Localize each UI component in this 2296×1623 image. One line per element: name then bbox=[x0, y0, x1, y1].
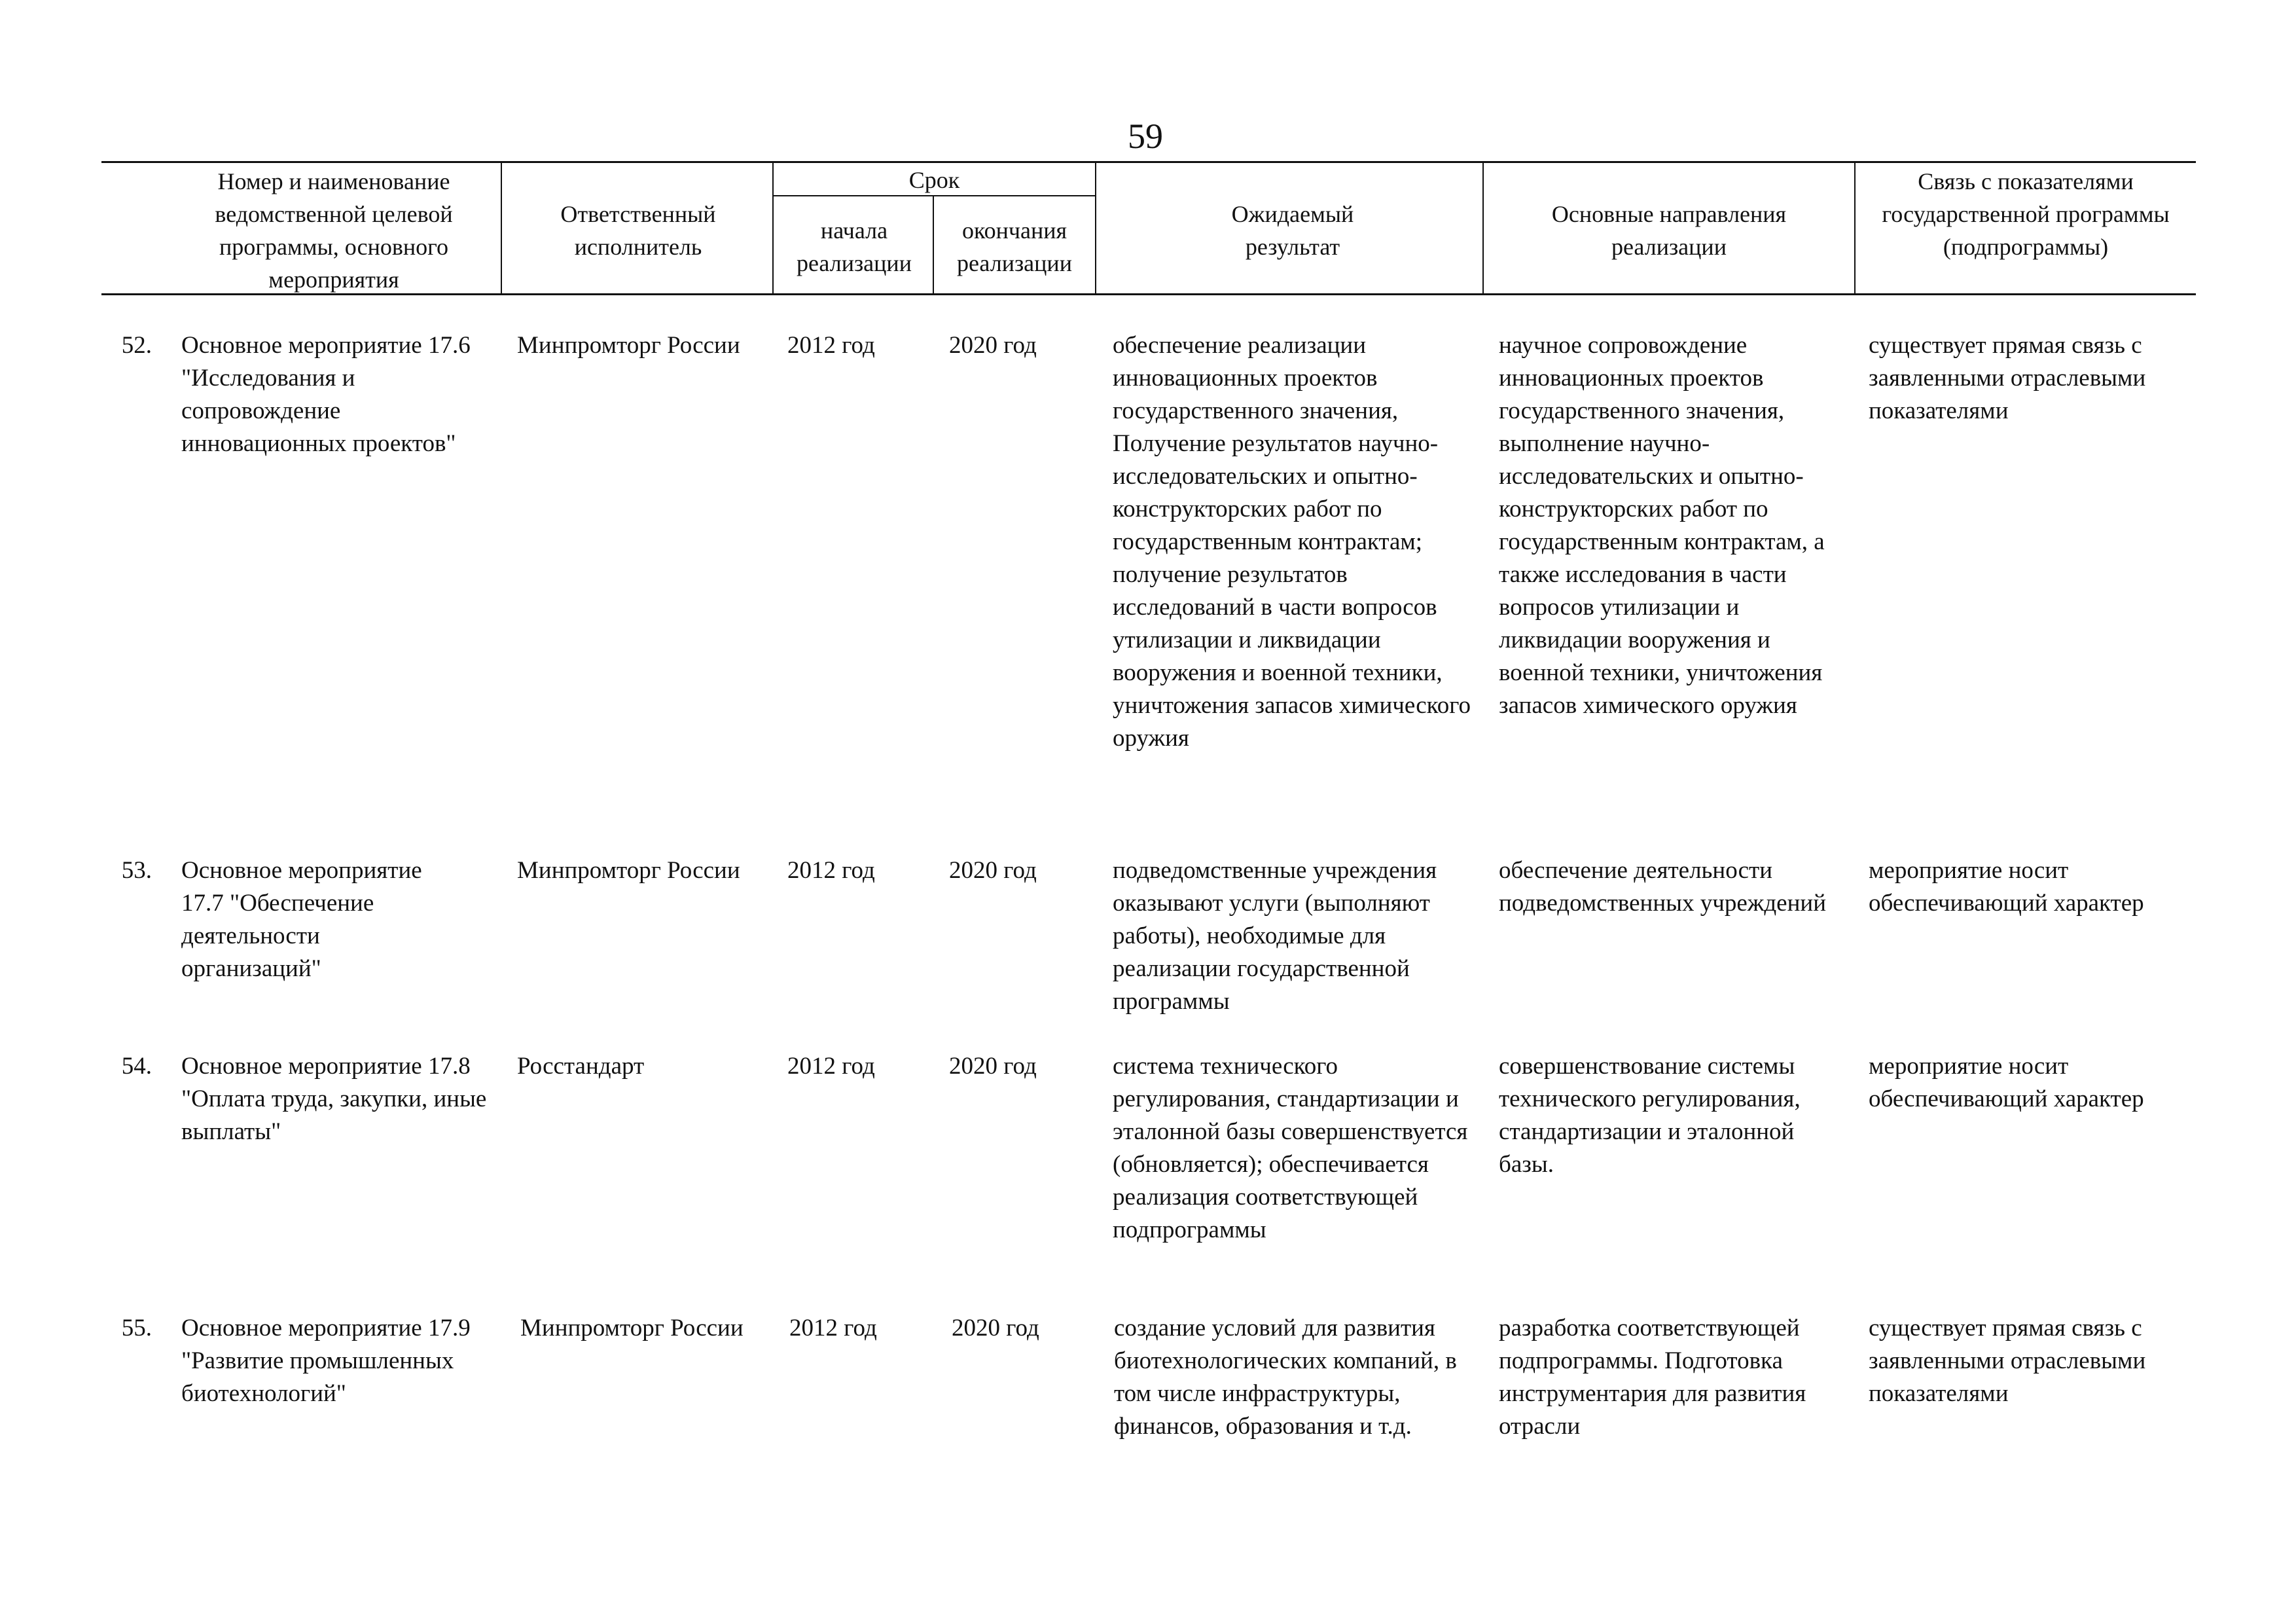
row-link: мероприятие носит обеспечивающий характер bbox=[1869, 857, 2144, 917]
row-directions: обеспечение деятельности подведомственных учреждений bbox=[1499, 857, 1827, 917]
row-start: 2012 год bbox=[789, 1315, 877, 1341]
row-number: 55. bbox=[121, 1315, 152, 1341]
row-start: 2012 год bbox=[787, 857, 875, 884]
row-number: 53. bbox=[121, 857, 152, 884]
header-term: Срок bbox=[908, 167, 960, 193]
header-executor: Ответственный исполнитель bbox=[560, 201, 716, 260]
row-name: Основное мероприятие 17.8 "Оплата труда, закупки, иные выплаты" bbox=[181, 1053, 487, 1145]
header-divider bbox=[933, 195, 934, 295]
row-directions: научное сопровождение инновационных проектов государственного значения, выполнение научно-исследовательских и опытно-конструкторских работ по государственным контрактам, а также исследования в части вопросов утилизации и ликвидации вооружения и военной техники, уничтожения запасов химического оружия bbox=[1499, 332, 1825, 719]
row-end: 2020 год bbox=[949, 1053, 1037, 1080]
row-link: мероприятие носит обеспечивающий характер bbox=[1869, 1053, 2144, 1112]
row-link: существует прямая связь с заявленными отраслевыми показателями bbox=[1869, 332, 2146, 424]
table-top-rule bbox=[101, 161, 2196, 163]
header-end: окончания реализации bbox=[957, 217, 1072, 276]
row-start: 2012 год bbox=[787, 1053, 875, 1080]
row-end: 2020 год bbox=[952, 1315, 1039, 1341]
row-result: обеспечение реализации инновационных проектов государственного значения, Получение результатов научно-исследовательских и опытно-конструкторских работ по государственным контрактам; получение результатов исследований в части вопросов утилизации и ликвидации вооружения и военной техники, уничтожения запасов химического оружия bbox=[1113, 332, 1471, 752]
row-name: Основное мероприятие 17.9 "Развитие промышленных биотехнологий" bbox=[181, 1315, 471, 1407]
header-divider bbox=[1854, 162, 1856, 295]
row-executor: Минпромторг России bbox=[517, 857, 740, 884]
row-result: система технического регулирования, стандартизации и эталонной базы совершенствуется (обновляется); обеспечивается реализация соответствующей подпрограммы bbox=[1113, 1053, 1468, 1243]
row-number: 52. bbox=[121, 332, 152, 359]
header-result: Ожидаемый результат bbox=[1231, 201, 1354, 260]
row-executor: Росстандарт bbox=[517, 1053, 645, 1080]
row-name: Основное мероприятие 17.7 "Обеспечение деятельности организаций" bbox=[181, 857, 422, 982]
header-name: Номер и наименование ведомственной целевой программы, основного мероприятия bbox=[215, 168, 453, 293]
header-start: начала реализации bbox=[797, 217, 912, 276]
header-directions: Основные направления реализации bbox=[1551, 201, 1787, 260]
header-divider bbox=[501, 162, 502, 295]
row-link: существует прямая связь с заявленными отраслевыми показателями bbox=[1869, 1315, 2146, 1407]
row-result: создание условий для развития биотехнологических компаний, в том числе инфраструктуры, финансов, образования и т.д. bbox=[1114, 1315, 1457, 1440]
row-directions: совершенствование системы технического регулирования, стандартизации и эталонной базы. bbox=[1499, 1053, 1801, 1178]
row-number: 54. bbox=[121, 1053, 152, 1080]
page-number: 59 bbox=[1128, 117, 1163, 156]
row-end: 2020 год bbox=[949, 857, 1037, 884]
header-divider bbox=[1095, 162, 1096, 295]
header-divider bbox=[1482, 162, 1484, 295]
header-link: Связь с показателями государственной программы (подпрограммы) bbox=[1882, 168, 2170, 260]
row-executor: Минпромторг России bbox=[520, 1315, 744, 1341]
row-start: 2012 год bbox=[787, 332, 875, 359]
row-directions: разработка соответствующей подпрограммы. Подготовка инструментария для развития отрасли bbox=[1499, 1315, 1806, 1440]
row-end: 2020 год bbox=[949, 332, 1037, 359]
row-name: Основное мероприятие 17.6 "Исследования и сопровождение инновационных проектов" bbox=[181, 332, 471, 457]
row-result: подведомственные учреждения оказывают услуги (выполняют работы), необходимые для реализации государственной программы bbox=[1113, 857, 1437, 1015]
row-executor: Минпромторг России bbox=[517, 332, 740, 359]
